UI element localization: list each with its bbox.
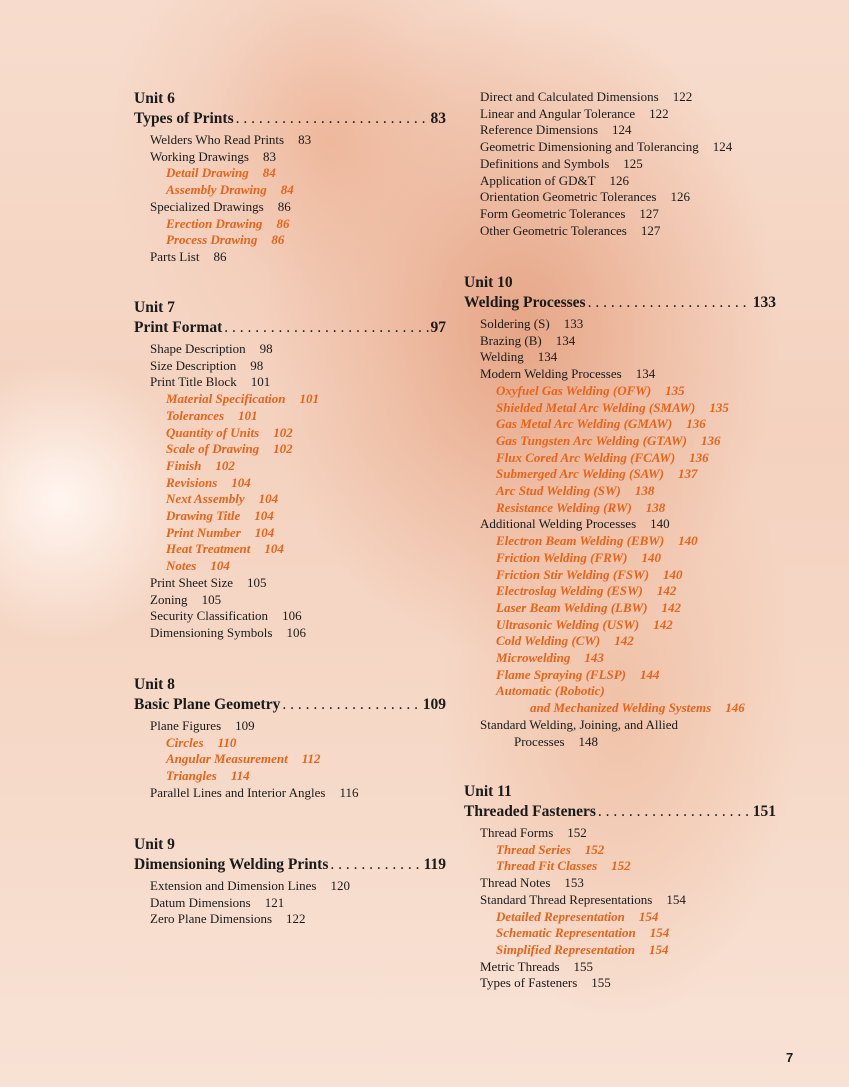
toc-entry [166, 216, 289, 233]
toc-entry-title: Orientation Geometric Tolerances [480, 189, 657, 205]
toc-entry-title: Microwelding [496, 650, 571, 665]
toc-entry [496, 909, 658, 926]
toc-entry-page: 155 [573, 958, 594, 974]
toc-entry-title: Gas Metal Arc Welding (GMAW) [496, 416, 673, 432]
toc-entry [150, 718, 255, 735]
toc-entry [150, 911, 306, 928]
toc-entry-title: Security Classification [150, 608, 269, 624]
toc-entry [480, 89, 692, 106]
unit-heading [464, 803, 776, 821]
toc-entry-page: 104 [254, 524, 275, 540]
toc-entry [480, 975, 611, 992]
toc-entry-title: Angular Measurement [166, 751, 288, 767]
toc-entry [496, 683, 605, 700]
toc-entry-page: 120 [330, 878, 350, 893]
unit-page: 97 [430, 319, 446, 336]
toc-entry-page: 101 [299, 391, 320, 407]
toc-entry [496, 466, 697, 483]
toc-entry [150, 575, 267, 592]
toc-entry-page: 104 [231, 474, 251, 490]
toc-entry-title: Dimensioning Symbols [150, 624, 273, 640]
toc-entry-title: Electron Beam Welding (EBW) [496, 533, 665, 549]
unit-title: Print Format [134, 319, 223, 336]
toc-entry-page: 126 [609, 172, 630, 188]
toc-entry-title: Scale of Drawing [166, 441, 260, 457]
toc-entry-page: 152 [567, 825, 587, 840]
unit-page: 151 [752, 803, 776, 820]
toc-entry-title: Application of GD&T [480, 172, 596, 188]
toc-entry [150, 374, 270, 391]
toc-entry-title: Parts List [150, 248, 200, 264]
toc-entry-title: Reference Dimensions [480, 122, 599, 138]
toc-entry [166, 475, 251, 492]
unit-heading [134, 696, 446, 714]
toc-entry-page: 98 [259, 341, 273, 356]
toc-entry-title: Linear and Angular Tolerance [480, 105, 636, 121]
toc-entry-title: Size Description [150, 357, 237, 373]
toc-entry-page: 122 [672, 89, 693, 104]
toc-entry-title: Heat Treatment [166, 541, 251, 557]
unit-page: 133 [752, 294, 776, 311]
toc-entry [166, 391, 319, 408]
toc-entry-page: 105 [247, 574, 267, 590]
toc-entry-title: Zero Plane Dimensions [150, 911, 273, 927]
unit-title: Basic Plane Geometry [134, 696, 281, 713]
toc-entry-page: 86 [276, 215, 290, 231]
toc-entry [480, 206, 659, 223]
toc-entry [480, 349, 557, 366]
toc-entry [150, 199, 291, 216]
toc-entry-title: Drawing Title [166, 508, 241, 523]
toc-entry [496, 842, 604, 859]
toc-entry-page: 86 [213, 248, 227, 264]
toc-entry [150, 341, 273, 358]
toc-entry-title: Friction Welding (FRW) [496, 549, 628, 565]
toc-entry-title: Triangles [166, 768, 217, 784]
toc-entry-page: 110 [217, 734, 237, 750]
toc-entry [166, 408, 258, 425]
toc-entry-title: Shape Description [150, 341, 246, 356]
toc-entry-title: Gas Tungsten Arc Welding (GTAW) [496, 432, 687, 448]
toc-entry-title: Geometric Dimensioning and Tolerancing [480, 139, 699, 155]
toc-entry-title: Form Geometric Tolerances [480, 205, 626, 221]
toc-entry [166, 768, 250, 785]
toc-entry-title: Detailed Representation [496, 908, 625, 924]
unit-page: 83 [430, 110, 446, 127]
toc-entry-page: 127 [640, 222, 661, 238]
toc-entry-title: Schematic Representation [496, 925, 636, 941]
toc-entry-title: Quantity of Units [166, 424, 260, 440]
toc-entry-title: Tolerances [166, 407, 225, 423]
toc-entry [496, 650, 604, 667]
toc-entry-page: 140 [641, 549, 661, 565]
toc-entry [496, 400, 729, 417]
unit-title: Dimensioning Welding Prints [134, 856, 329, 873]
toc-entry-page: 154 [649, 941, 669, 957]
leader-dots [598, 803, 751, 821]
toc-entry [496, 667, 660, 684]
toc-entry-page: 140 [650, 516, 670, 532]
toc-entry-title: Direct and Calculated Dimensions [480, 89, 659, 104]
toc-entry-title: Automatic (Robotic) [496, 683, 605, 699]
toc-entry-page: 138 [634, 483, 655, 498]
toc-entry-title: Other Geometric Tolerances [480, 222, 627, 238]
toc-entry [166, 458, 235, 475]
toc-entry-title: Notes [166, 558, 197, 574]
leader-dots [588, 294, 751, 312]
toc-entry [166, 508, 274, 525]
toc-entry [496, 583, 676, 600]
toc-entry-page: 143 [584, 650, 604, 665]
toc-entry [480, 892, 686, 909]
toc-entry [480, 106, 669, 123]
toc-entry-page: 83 [262, 148, 276, 164]
toc-entry [496, 450, 709, 467]
toc-entry-title: Arc Stud Welding (SW) [496, 483, 621, 498]
toc-entry-title: Types of Fasteners [480, 975, 578, 991]
toc-entry [480, 825, 587, 842]
toc-entry-title: Oxyfuel Gas Welding (OFW) [496, 382, 652, 398]
toc-entry-title: Detail Drawing [166, 165, 249, 181]
toc-entry-page: 136 [686, 416, 706, 432]
toc-entry-page: 83 [298, 132, 312, 147]
toc-entry [496, 567, 683, 584]
toc-entry-title: Additional Welding Processes [480, 516, 637, 532]
toc-entry-page: 101 [238, 407, 258, 423]
toc-entry [166, 735, 236, 752]
toc-entry-title: Zoning [150, 591, 188, 607]
toc-entry-title: Definitions and Symbols [480, 155, 610, 171]
unit-heading [134, 319, 446, 337]
toc-entry-title: Thread Forms [480, 825, 554, 840]
toc-entry [480, 516, 670, 533]
toc-entry-page: 155 [591, 975, 611, 991]
unit-title: Welding Processes [464, 294, 586, 311]
toc-entry-page: 109 [235, 718, 255, 733]
toc-entry-title: Print Title Block [150, 374, 237, 390]
page-number: 7 [786, 1050, 794, 1065]
toc-entry [480, 316, 583, 333]
toc-entry-page: 104 [210, 558, 230, 574]
toc-entry-title: Standard Thread Representations [480, 891, 653, 907]
toc-entry-page: 98 [250, 357, 264, 373]
toc-entry-page: 138 [645, 499, 666, 515]
toc-entry [496, 533, 698, 550]
toc-entry [496, 633, 634, 650]
toc-entry [150, 895, 284, 912]
toc-entry [480, 122, 632, 139]
toc-entry [496, 942, 669, 959]
toc-entry [496, 416, 706, 433]
toc-entry-page: 146 [725, 700, 745, 716]
toc-entry-page: 122 [286, 911, 306, 927]
toc-entry-page: 112 [301, 751, 321, 767]
toc-entry-title: Print Sheet Size [150, 574, 234, 590]
toc-entry [496, 925, 669, 942]
toc-entry [150, 149, 276, 166]
toc-entry-title: Shielded Metal Arc Welding (SMAW) [496, 399, 696, 415]
toc-entry [496, 483, 654, 500]
leader-dots [236, 110, 429, 128]
toc-entry [166, 165, 276, 182]
toc-entry-page: 124 [612, 122, 632, 138]
toc-entry-title: Extension and Dimension Lines [150, 878, 317, 893]
toc-entry-page: 102 [273, 441, 293, 457]
toc-entry-title: Cold Welding (CW) [496, 633, 601, 649]
toc-entry [530, 700, 745, 717]
toc-entry-page: 142 [653, 616, 673, 632]
toc-entry-page: 135 [665, 382, 685, 398]
toc-entry [166, 182, 294, 199]
leader-dots [282, 696, 420, 714]
toc-entry [496, 600, 681, 617]
toc-entry-page: 105 [201, 591, 222, 607]
toc-entry [496, 383, 685, 400]
toc-entry-title: Flame Spraying (FLSP) [496, 666, 627, 682]
toc-entry-title: Assembly Drawing [166, 182, 267, 198]
toc-entry-page: 154 [666, 891, 686, 907]
toc-entry [150, 358, 263, 375]
toc-entry-page: 142 [661, 599, 682, 615]
toc-entry-page: 152 [584, 841, 605, 857]
unit-page: 109 [422, 696, 446, 713]
toc-entry [150, 785, 358, 802]
toc-entry-page: 114 [230, 768, 250, 784]
unit-label: Unit 8 [134, 676, 175, 693]
toc-entry-title: Parallel Lines and Interior Angles [150, 784, 326, 800]
toc-entry [150, 592, 221, 609]
toc-entry-title: Process Drawing [166, 232, 258, 248]
toc-entry-title: Plane Figures [150, 718, 222, 733]
toc-entry [480, 333, 575, 350]
toc-entry-page: 134 [555, 332, 576, 348]
toc-entry [166, 491, 278, 508]
unit-label: Unit 9 [134, 836, 175, 853]
toc-entry [480, 139, 732, 156]
toc-entry-title: Welding [480, 349, 524, 365]
toc-entry [480, 717, 678, 734]
toc-entry-title: Simplified Representation [496, 941, 636, 957]
toc-entry-title: Metric Threads [480, 958, 560, 974]
toc-entry [166, 232, 284, 249]
unit-title: Types of Prints [134, 110, 234, 127]
toc-entry [150, 625, 306, 642]
toc-entry-page: 134 [537, 349, 558, 365]
toc-entry-title: Electroslag Welding (ESW) [496, 583, 643, 599]
toc-entry-page: 104 [264, 541, 284, 557]
toc-entry-page: 86 [271, 232, 285, 248]
toc-entry-title: Working Drawings [150, 148, 249, 164]
toc-entry [480, 875, 584, 892]
toc-entry-title: Friction Stir Welding (FSW) [496, 566, 650, 582]
toc-entry [150, 132, 311, 149]
toc-entry [166, 441, 293, 458]
toc-entry [150, 249, 226, 266]
toc-entry-page: 84 [262, 165, 276, 181]
toc-entry-title: Brazing (B) [480, 332, 542, 348]
toc-entry [480, 173, 629, 190]
toc-entry-page: 140 [663, 566, 683, 582]
unit-label: Unit 11 [464, 783, 512, 800]
toc-entry-page: 127 [639, 205, 659, 221]
toc-entry [496, 617, 673, 634]
toc-entry-page: 104 [254, 508, 274, 523]
toc-entry [496, 550, 661, 567]
toc-entry-page: 136 [689, 449, 709, 465]
toc-entry-title: Next Assembly [166, 491, 245, 507]
toc-entry [166, 558, 230, 575]
toc-entry [496, 858, 631, 875]
toc-entry [480, 156, 643, 173]
toc-entry-title: Processes [514, 733, 565, 749]
toc-entry-title: Thread Fit Classes [496, 858, 598, 874]
toc-entry-title: Material Specification [166, 391, 286, 407]
toc-entry-title: Modern Welding Processes [480, 366, 622, 382]
toc-entry-page: 101 [250, 374, 271, 390]
toc-entry-page: 140 [678, 533, 698, 549]
toc-entry-title: Ultrasonic Welding (USW) [496, 616, 640, 632]
toc-entry-page: 142 [614, 633, 634, 649]
unit-heading [134, 110, 446, 128]
toc-entry [166, 525, 274, 542]
toc-entry-page: 106 [282, 608, 302, 624]
toc-entry-title: Soldering (S) [480, 316, 550, 331]
toc-entry [150, 608, 302, 625]
toc-entry-title: Welders Who Read Prints [150, 132, 285, 147]
toc-entry-page: 116 [339, 784, 359, 800]
toc-entry-title: Finish [166, 457, 202, 473]
toc-entry-title: Resistance Welding (RW) [496, 499, 632, 515]
unit-page: 119 [423, 856, 446, 873]
leader-dots [224, 319, 428, 337]
toc-entry-title: Erection Drawing [166, 215, 263, 231]
toc-entry [496, 433, 720, 450]
toc-entry-page: 153 [564, 875, 584, 891]
unit-title: Threaded Fasteners [464, 803, 596, 820]
toc-entry-page: 133 [563, 316, 584, 331]
toc-entry-title: Submerged Arc Welding (SAW) [496, 466, 664, 482]
toc-entry-title: Revisions [166, 474, 218, 490]
toc-entry-page: 122 [649, 105, 669, 121]
toc-entry-page: 135 [709, 399, 729, 415]
toc-entry-page: 102 [273, 424, 293, 440]
toc-entry-title: Flux Cored Arc Welding (FCAW) [496, 449, 676, 465]
toc-entry-title: Circles [166, 734, 204, 750]
toc-entry-page: 124 [712, 139, 733, 155]
toc-entry-title: Laser Beam Welding (LBW) [496, 599, 648, 615]
toc-entry-page: 154 [649, 925, 670, 941]
toc-entry-page: 142 [656, 583, 677, 599]
toc-entry [514, 734, 598, 751]
toc-entry-page: 144 [640, 666, 660, 682]
toc-entry-page: 148 [578, 733, 599, 749]
toc-entry-page: 134 [635, 366, 656, 382]
toc-entry-page: 126 [670, 189, 690, 205]
toc-entry-page: 121 [264, 894, 285, 910]
toc-entry-page: 102 [215, 457, 235, 473]
toc-entry [480, 223, 660, 240]
toc-entry-title: Print Number [166, 524, 241, 540]
toc-entry-page: 137 [677, 466, 698, 482]
toc-entry-page: 125 [623, 155, 643, 171]
toc-entry [166, 425, 293, 442]
toc-entry [480, 366, 655, 383]
unit-heading [134, 856, 446, 874]
unit-heading [464, 294, 776, 312]
toc-entry-page: 86 [277, 198, 291, 214]
toc-entry-page: 136 [700, 432, 721, 448]
toc-entry-page: 154 [638, 908, 659, 924]
toc-entry-title: and Mechanized Welding Systems [530, 700, 712, 716]
toc-entry-page: 104 [258, 491, 279, 507]
toc-entry-title: Datum Dimensions [150, 894, 251, 910]
unit-label: Unit 7 [134, 299, 175, 316]
leader-dots [330, 856, 421, 874]
toc-entry-page: 84 [280, 182, 294, 198]
unit-label: Unit 6 [134, 90, 175, 107]
toc-entry [166, 541, 284, 558]
toc-entry-title: Thread Series [496, 841, 571, 857]
toc-entry-title: Thread Notes [480, 875, 551, 891]
toc-entry [480, 189, 690, 206]
toc-entry [496, 500, 665, 517]
toc-entry-title: Standard Welding, Joining, and Allied [480, 716, 679, 732]
toc-entry-page: 106 [286, 624, 306, 640]
toc-entry [150, 878, 350, 895]
toc-entry [166, 751, 321, 768]
toc-entry-page: 152 [611, 858, 631, 874]
toc-entry [480, 959, 593, 976]
toc-entry-title: Specialized Drawings [150, 198, 264, 214]
unit-label: Unit 10 [464, 274, 513, 291]
